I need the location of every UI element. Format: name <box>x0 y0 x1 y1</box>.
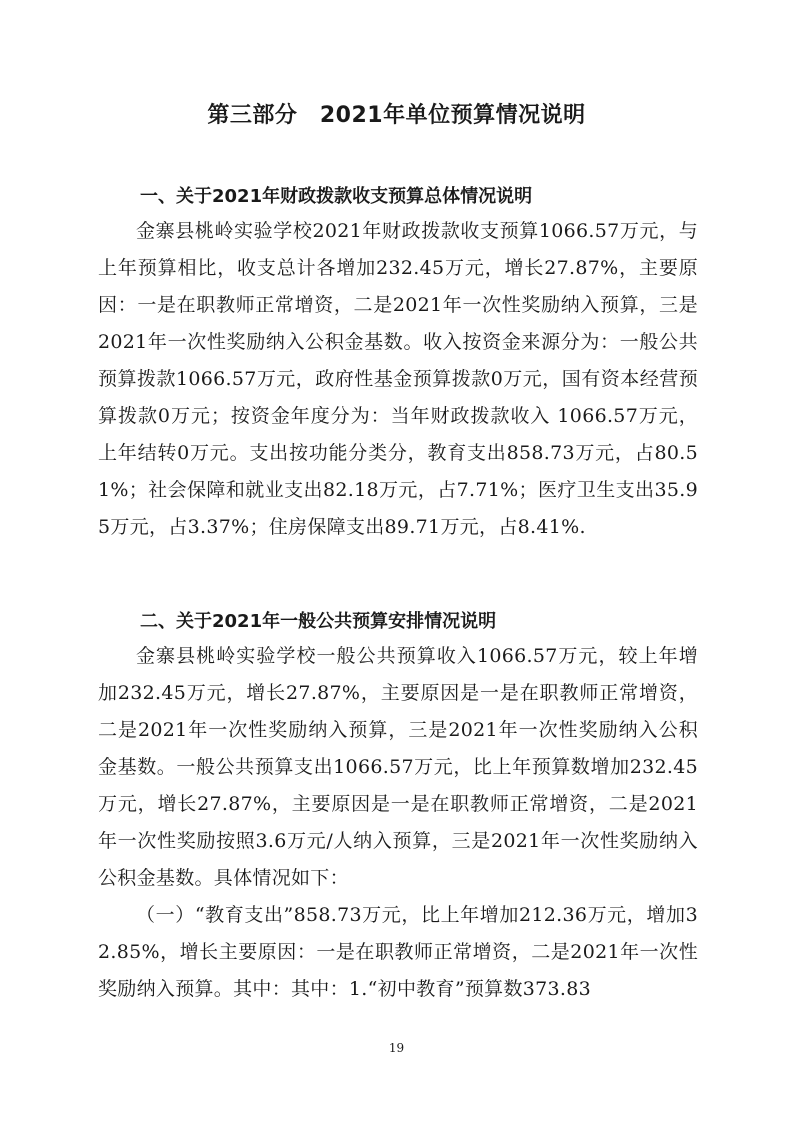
section-2-paragraph-1: 金寨县桃岭实验学校一般公共预算收入1066.57万元，较上年增加232.45万元，增长27.87%，主要原因是一是在职教师正常增资，二是2021年一次性奖励纳入预算，三是2021年一次性奖励纳入公积金基数。一般公共预算支出1066.57万元，比上年预算数增加232.45万元，增长27.87%，主要原因是一是在职教师正常增资，二是2021年一次性奖励按照3.6万元/人纳入预算，三是2021年一次性奖励纳入公积金基数。具体情况如下： <box>98 645 698 889</box>
section-1-paragraph-1: 金寨县桃岭实验学校2021年财政拨款收支预算1066.57万元，与上年预算相比，收支总计各增加232.45万元，增长27.87%，主要原因：一是在职教师正常增资，二是2021年一次性奖励纳入预算，三是2021年一次性奖励纳入公积金基数。收入按资金来源分为：一般公共预算拨款1066.57万元，政府性基金预算拨款0万元，国有资本经营预算拨款0万元；按资金年度分为：当年财政拨款收入 1066.57万元，上年结转0万元。支出按功能分类分，教育支出858.73万元，占80.51%；社会保障和就业支出82.18万元，占7.71%；医疗卫生支出35.95万元，占3.37%；住房保障支出89.71万元，占8.41%. <box>98 220 698 538</box>
page-number: 19 <box>388 1041 405 1055</box>
section-heading-1: 一、关于2021年财政拨款收支预算总体情况说明 <box>140 186 533 207</box>
section-heading-2: 二、关于2021年一般公共预算安排情况说明 <box>140 611 497 632</box>
section-2-paragraph-2: （一）“教育支出”858.73万元，比上年增加212.36万元，增加32.85%，增长主要原因：一是在职教师正常增资，二是2021年一次性奖励纳入预算。其中：其中：1.“初中教育”预算数373.83 <box>98 904 698 1000</box>
page-title: 第三部分 2021年单位预算情况说明 <box>207 103 586 128</box>
